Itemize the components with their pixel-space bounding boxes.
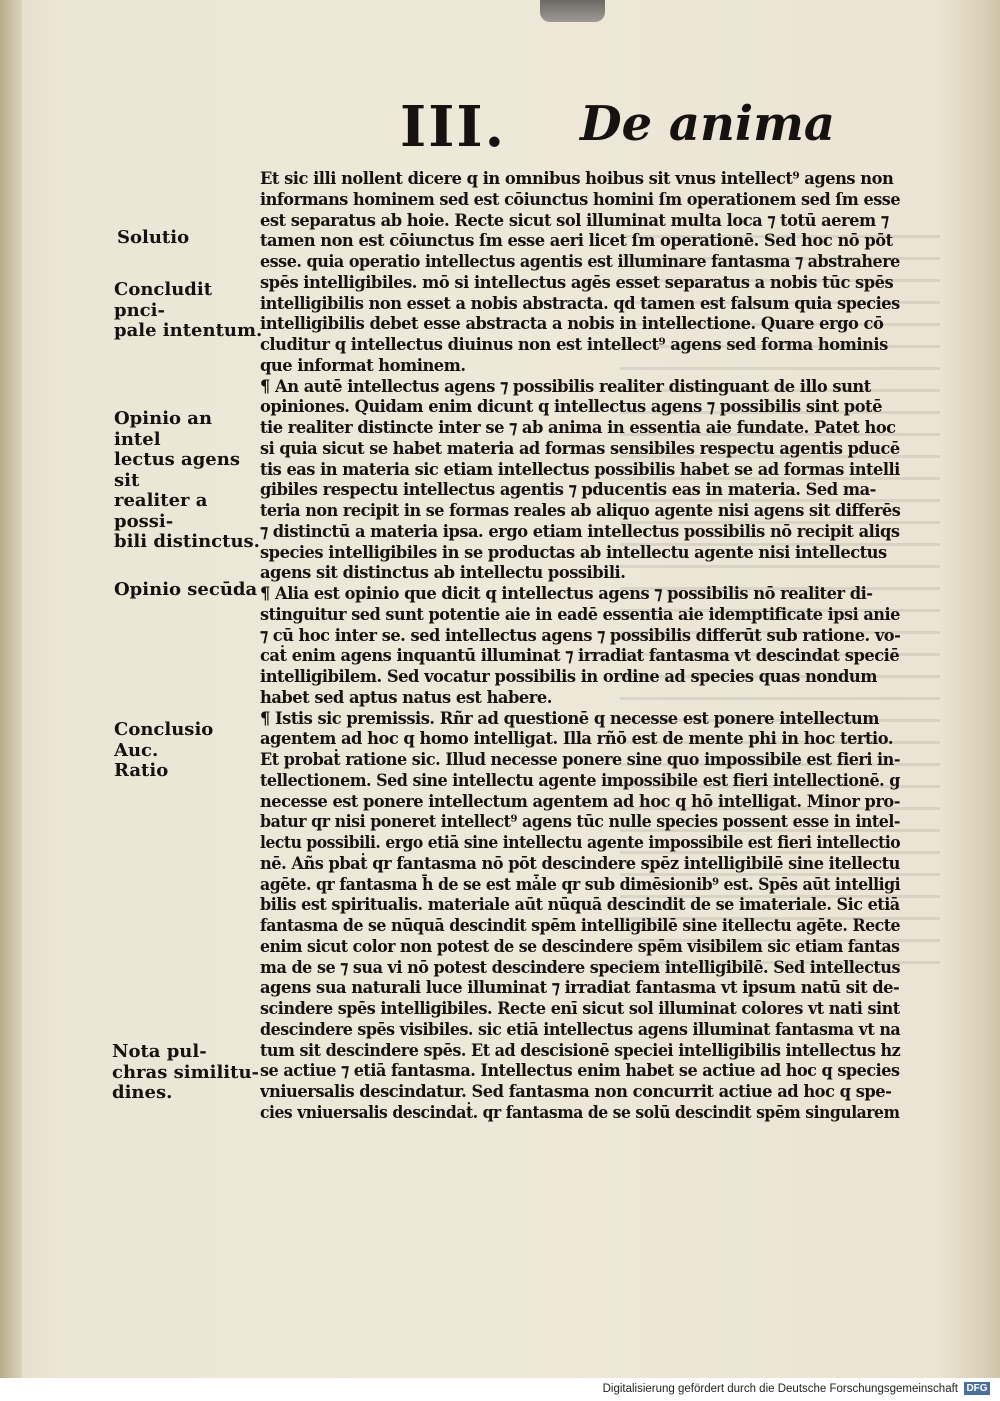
text-line: se actiue ⁊ etiā fantasma. Intellectus enim habet se actiue ad hoc q species — [260, 1060, 900, 1081]
text-line: teria non recipit in se formas reales ab aliquo agente nisi agens sit differēs — [260, 500, 901, 520]
margin-note-nota: Nota pul- chras similitu- dines. — [112, 1041, 259, 1103]
text-line: ⁊ distinctū a materia ipsa. ergo etiam intellectus possibilis nō recipit aliqs — [260, 520, 900, 541]
text-line: spēs intelligibiles. mō si intellectus agēs esset separatus a nobis tūc spēs — [260, 271, 894, 292]
text-line: species intelligibiles in se productas ab intellectu agente nisi intellectus — [260, 541, 887, 562]
margin-note-conclusio: Conclusio Auc. Ratio — [114, 719, 214, 781]
text-line: necesse est ponere intellectum agentem ad hoc q hō intelligat. Minor pro- — [260, 790, 900, 811]
text-line: ¶ Alia est opinio que dicit q intellectus agens ⁊ possibilis nō realiter di- — [260, 583, 873, 603]
dfg-logo: DFG — [964, 1382, 990, 1395]
main-text-column — [260, 168, 920, 1164]
margin-note-solutio: Solutio — [117, 227, 190, 248]
text-line: intelligibilis non esset a nobis abstracta. qd tamen est falsum quia species — [260, 292, 900, 313]
text-line: Et probaṫ ratione sic. Illud necesse ponere sine quo impossibile est fieri in- — [260, 749, 900, 769]
text-line: bilis est spiritualis. materiale aūt nūquā descindit de se imateriale. Sic etiā — [260, 894, 900, 915]
text-line: ¶ Istis sic premissis. Rñr ad questionē q necesse est ponere intellectum — [260, 707, 879, 728]
text-line: est separatus ab hoie. Recte sicut sol illuminat multa loca ⁊ totū aerem ⁊ — [260, 209, 889, 230]
text-line: agēte. qr fantasma h̄ de se est mǡle qr sub dimēsionib⁹ est. Spēs aūt intelligi — [260, 873, 901, 894]
text-line: nē. Añs pbaṫ qr fantasma nō pōt descindere spēz intelligibilē sine itellectu — [260, 852, 900, 873]
text-line: informans hominem sed est cōiunctus homini ſm operationem sed ſm esse — [260, 188, 901, 209]
text-line: stinguitur sed sunt potentie aie in eadē essentia aie idemptificate ipsi anie — [260, 603, 900, 624]
text-line: opiniones. Quidam enim dicunt q intellectus agens ⁊ possibilis sint potē — [260, 396, 882, 417]
funding-credit: Digitalisierung gefördert durch die Deutsche Forschungsgemeinschaft — [602, 1383, 958, 1395]
text-line: descindere spēs visibiles. sic etiā intellectus agens illuminat fantasma vt na — [260, 1018, 901, 1039]
text-line: agentem ad hoc q homo intelligat. Illa rñō est de mente phi in hoc tertio. — [260, 728, 894, 749]
text-line: esse. quia operatio intellectus agentis est illuminare fantasma ⁊ abstrahere — [260, 251, 900, 271]
text-line: enim sicut color non potest de se descindere spēm visibilem sic etiam fantas — [260, 935, 900, 956]
text-line: ¶ An autē intellectus agens ⁊ possibilis realiter distinguant de illo sunt — [260, 375, 871, 396]
text-line: ⁊ cū hoc inter se. sed intellectus agens ⁊ possibilis differūt sub ratione. vo- — [260, 624, 901, 645]
text-line: Et sic illi nollent dicere q in omnibus hoibus sit vnus intellect⁹ agens non — [260, 168, 894, 188]
text-line: caṫ enim agens inquantū illuminat ⁊ irradiat fantasma vt descindat speciē — [260, 645, 900, 666]
text-line: batur qr nisi poneret intellect⁹ agens tūc nulle species possent esse in intel- — [260, 811, 900, 832]
folio-number: III. — [400, 94, 507, 160]
text-line: cies vniuersalis descindaṫ. qr fantasma de se solū descindit spēm singularem — [260, 1101, 900, 1122]
text-line: gibiles respectu intellectus agentis ⁊ pducentis eas in materia. Sed ma- — [260, 479, 876, 500]
text-line: tamen non est cōiunctus ſm esse aeri licet ſm operationē. Sed hoc nō pōt — [260, 230, 893, 251]
text-line: tis eas in materia sic etiam intellectus possibilis habet se ad formas intelli — [260, 458, 900, 479]
text-line: que informat hominem. — [260, 354, 466, 375]
text-line: tum sit descindere spēs. Et ad descisionē speciei intelligibilis intellectus hz — [260, 1039, 901, 1060]
text-line: habet sed aptus natus est habere. — [260, 686, 552, 707]
text-line: vniuersalis descindatur. Sed fantasma non concurrit actiue ad hoc q spe- — [260, 1081, 892, 1101]
text-line: tie realiter distincte inter se ⁊ ab anima in essentia aie fundate. Patet hoc — [260, 417, 896, 437]
margin-note-opinio-prima: Opinio an intel lectus agens sit realiter a possi- bili distinctus. — [114, 408, 260, 552]
text-line: intelligibilem. Sed vocatur possibilis in ordine ad species quas nondum — [260, 666, 877, 686]
text-line: si quia sicut se habet materia ad formas sensibiles respectu agentis pducē — [260, 437, 900, 458]
page-clip — [540, 0, 605, 22]
margin-note-concludit: Concludit pnci- pale intentum. — [114, 279, 263, 341]
running-title: De anima — [580, 96, 835, 152]
text-line: ma de se ⁊ sua vi nō potest descindere speciem intelligibilē. Sed intellectus — [260, 956, 900, 977]
text-line: cluditur q intellectus diuinus non est intellect⁹ agens sed forma hominis — [260, 334, 888, 354]
text-line: fantasma de se nūquā descindit spēm intelligibilē sine itellectu agēte. Recte — [260, 915, 901, 935]
text-line: agens sua naturali luce illuminat ⁊ irradiat fantasma vt ipsum natū sit de- — [260, 977, 900, 998]
text-line: tellectionem. Sed sine intellectu agente impossibile est fieri intellectionē. g — [260, 769, 900, 790]
text-line: scindere spēs intelligibiles. Recte enī sicut sol illuminat colores vt nati sint — [260, 998, 900, 1018]
text-line: lectu possibili. ergo etiā sine intellectu agente impossibile est fieri intellectio — [260, 832, 901, 852]
margin-note-opinio-secunda: Opinio secūda — [114, 579, 258, 600]
text-line: agens sit distinctus ab intellectu possibili. — [260, 562, 626, 583]
text-line: intelligibilis debet esse abstracta a nobis in intellectione. Quare ergo cō — [260, 313, 884, 334]
